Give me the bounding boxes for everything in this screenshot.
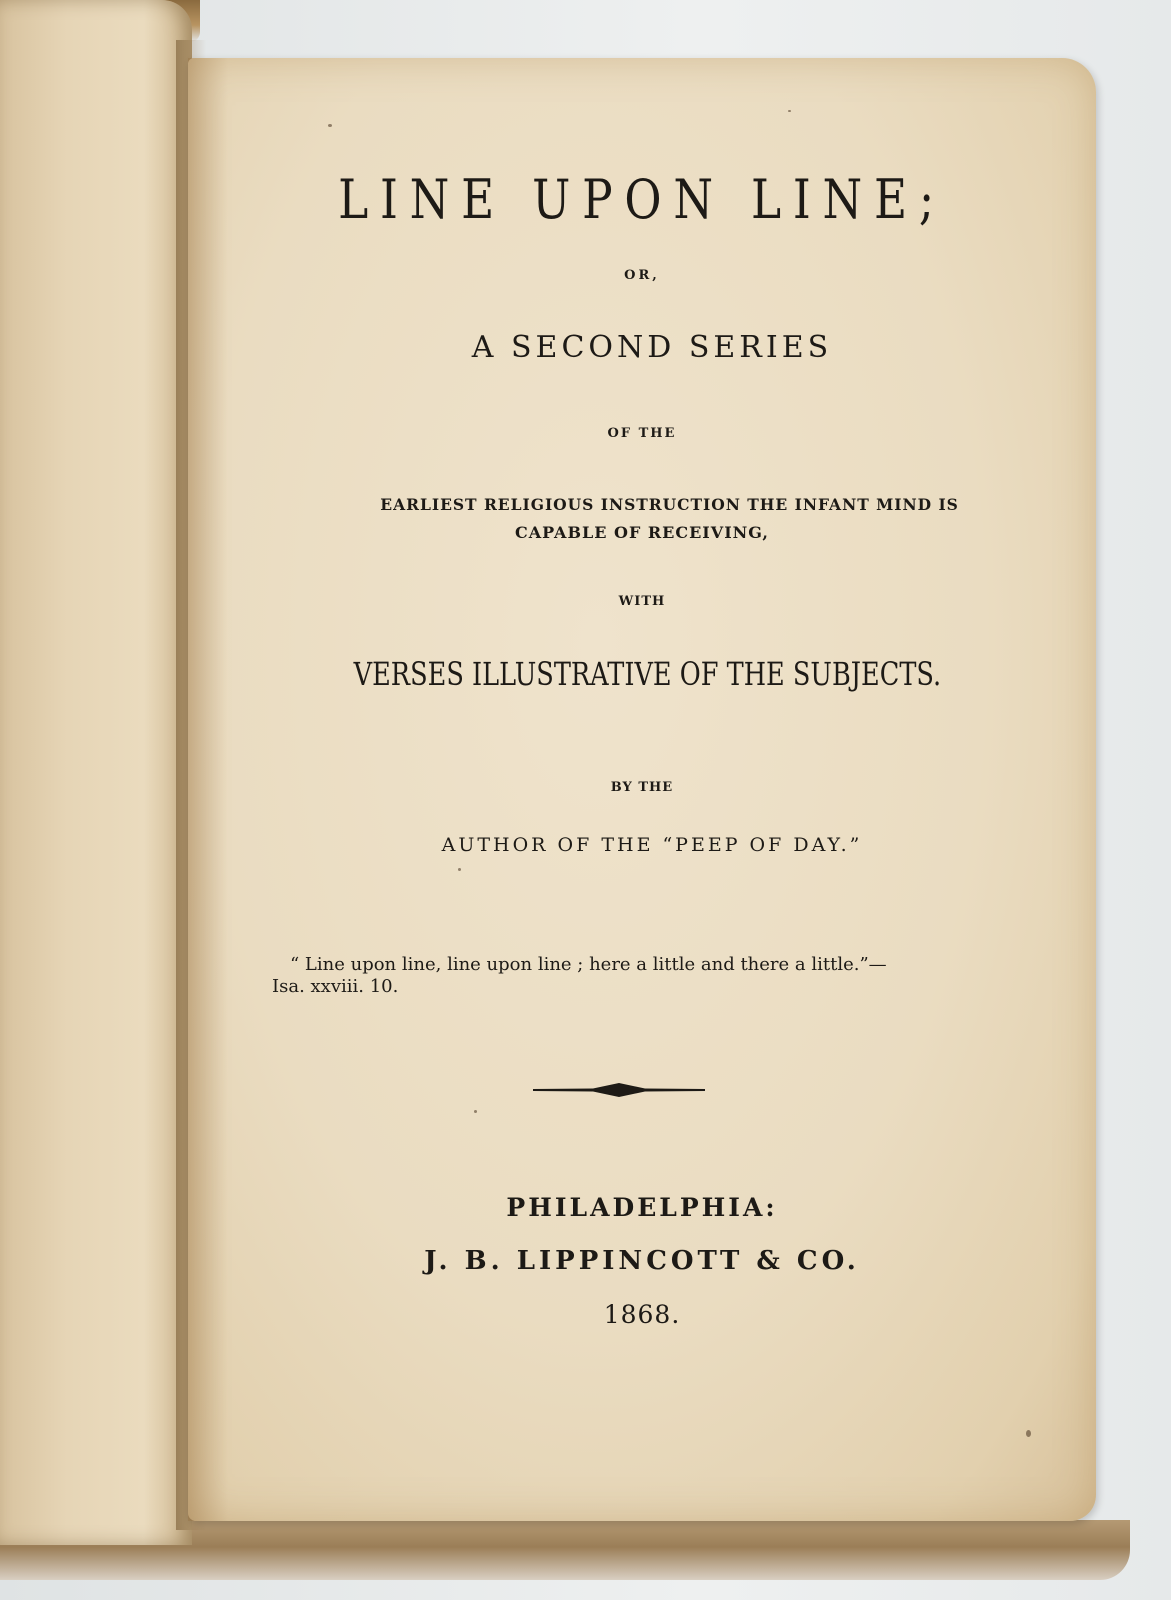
publisher-name: J. B. LIPPINCOTT & CO. <box>424 1246 860 1276</box>
book-subtitle: A SECOND SERIES <box>471 330 833 365</box>
with-connector: WITH <box>618 594 666 609</box>
of-the-connector: OF THE <box>607 426 677 441</box>
author-credit: AUTHOR OF THE “PEEP OF DAY.” <box>441 834 863 856</box>
by-the-connector: BY THE <box>610 780 674 795</box>
diamond-rule-ornament-icon <box>533 1080 705 1100</box>
description-line-1: EARLIEST RELIGIOUS INSTRUCTION THE INFANT MIND IS <box>380 495 959 514</box>
publication-place: PHILADELPHIA: <box>506 1193 778 1222</box>
paper-speck <box>458 868 461 871</box>
paper-speck <box>474 1110 477 1113</box>
epigraph-citation: Isa. xxviii. 10. <box>272 976 399 997</box>
paper-speck <box>328 124 332 127</box>
verses-line: VERSES ILLUSTRATIVE OF THE SUBJECTS. <box>353 655 942 693</box>
paper-speck <box>788 110 791 112</box>
epigraph <box>272 954 992 998</box>
publication-year: 1868. <box>603 1300 681 1329</box>
book-title: LINE UPON LINE; <box>338 168 946 231</box>
epigraph-quote: “ Line upon line, line upon line ; here a little and there a little.”— <box>290 954 887 975</box>
description-line-2: CAPABLE OF RECEIVING, <box>515 523 769 542</box>
facing-left-page <box>0 0 192 1545</box>
or-connector: OR, <box>624 268 660 283</box>
paper-speck <box>1026 1430 1031 1437</box>
title-page <box>188 58 1096 1521</box>
